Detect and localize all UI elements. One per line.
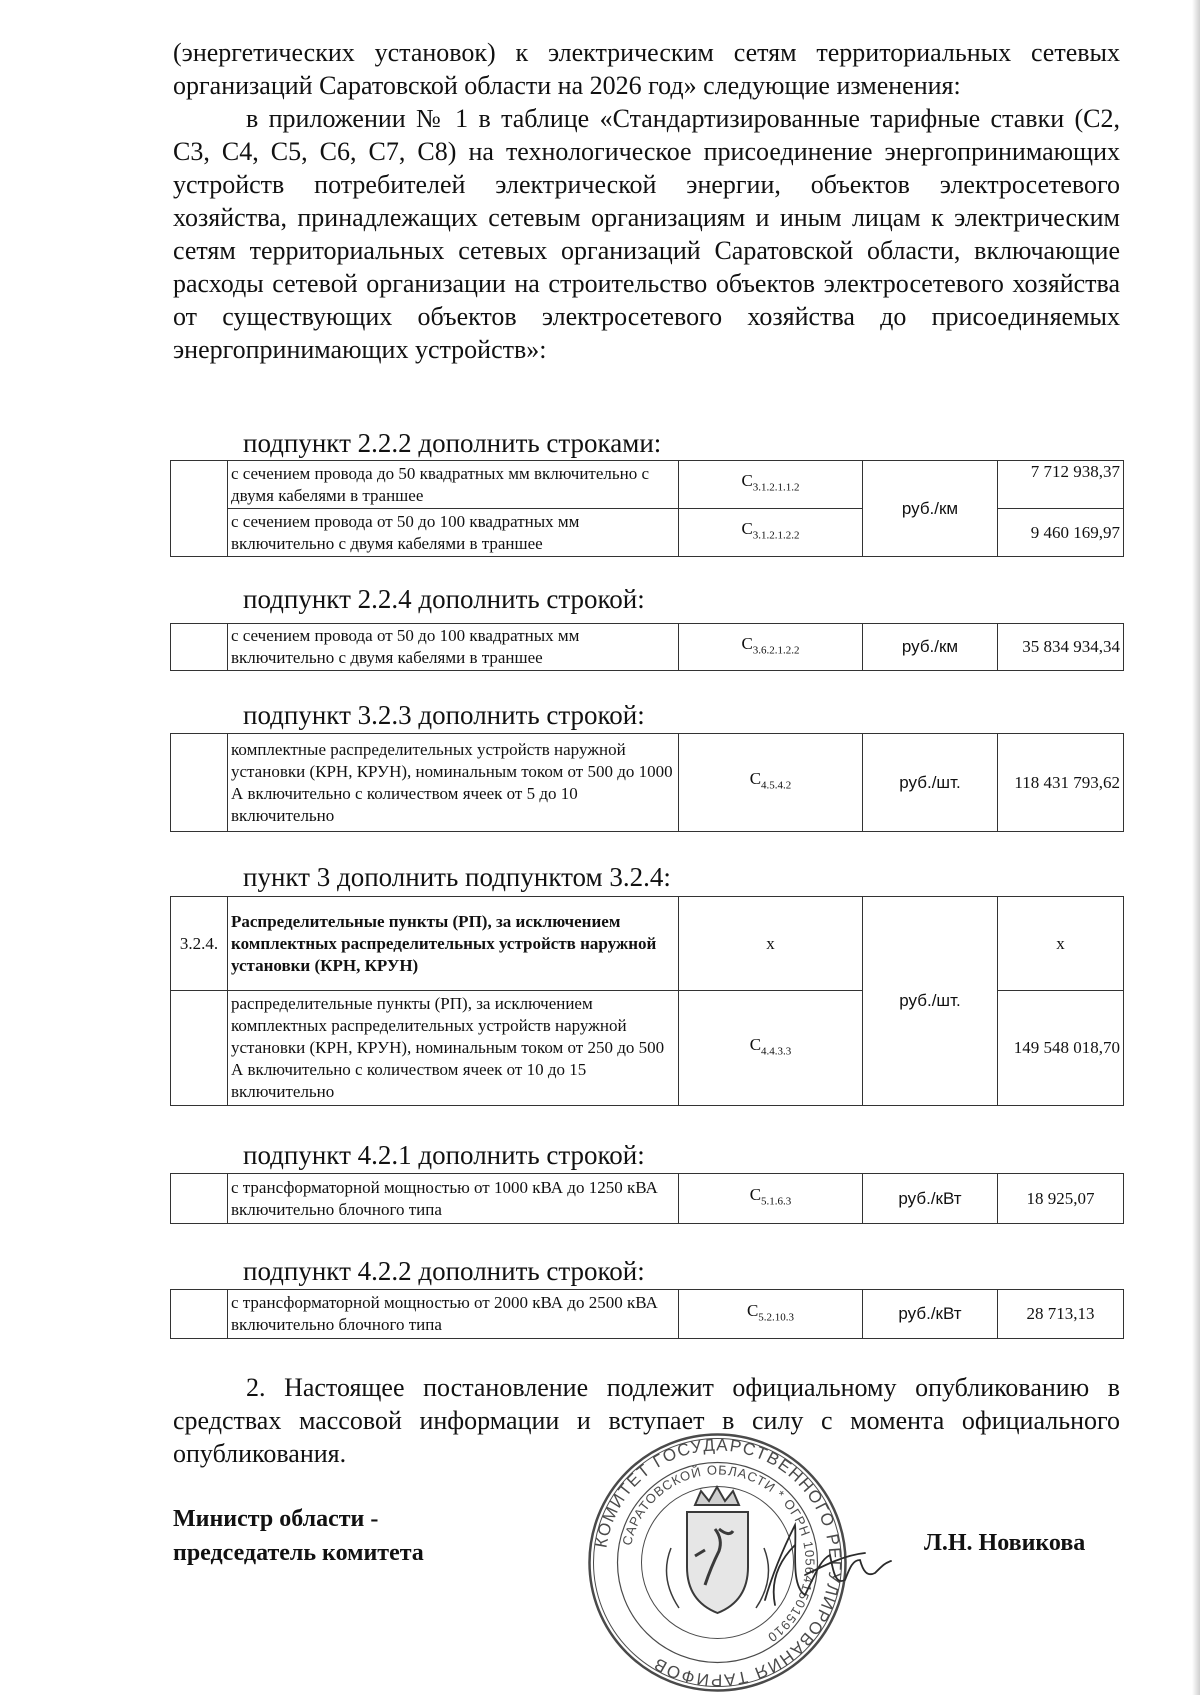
- row-number-cell: [171, 1174, 228, 1224]
- rate-code: $С_{5.1.6.3}$: [679, 1174, 863, 1224]
- table-2-2-4: [170, 623, 1124, 671]
- table-row: [171, 1174, 1124, 1224]
- rate-value: 35 834 934,34: [998, 624, 1124, 671]
- section-heading-4-2-2: подпункт 4.2.2 дополнить строкой:: [243, 1256, 645, 1286]
- rate-code: $С_{3.1.2.1.1.2}$: [679, 461, 863, 509]
- page-edge-shadow: [1192, 0, 1200, 1695]
- row-number-cell: [171, 734, 228, 832]
- table-row: [171, 624, 1124, 671]
- table-3-2-4: [170, 896, 1124, 1106]
- seal-outer-text: КОМИТЕТ ГОСУДАРСТВЕННОГО РЕГУЛИРОВАНИЯ ТАРИФОВ: [591, 1435, 845, 1690]
- section-heading-4-2-1: подпункт 4.2.1 дополнить строкой:: [243, 1140, 645, 1170]
- seal-inner-text: САРАТОВСКОЙ ОБЛАСТИ * ОГРН 1056415015910: [619, 1462, 818, 1646]
- section-heading-3-2-3: подпункт 3.2.3 дополнить строкой:: [243, 700, 645, 730]
- table-3-2-3: [170, 733, 1124, 832]
- table-row: [171, 897, 1124, 991]
- row-description: комплектные распределительных устройств наружной установки (КРН, КРУН), номинальным током от 500 до 1000 А включительно с количеством ячеек от 5 до 10 включительно: [228, 734, 679, 832]
- rate-value: 9 460 169,97: [998, 509, 1124, 557]
- table-2-2-2: [170, 460, 1124, 557]
- section-heading-2-2-4: подпункт 2.2.4 дополнить строкой:: [243, 584, 645, 614]
- row-number-cell: [171, 461, 228, 557]
- table-4-2-1: [170, 1173, 1124, 1224]
- signatory-title-line1: Министр области -: [173, 1506, 379, 1532]
- row-number: 3.2.4.: [171, 897, 228, 991]
- final-paragraph: 2. Настоящее постановление подлежит официальному опубликованию в средствах массовой информации и вступает в силу с момента официального опубликования.: [173, 1373, 1120, 1468]
- rate-code: $С_{5.2.10.3}$: [679, 1290, 863, 1339]
- unit-cell: руб./кВт: [863, 1174, 998, 1224]
- rate-value: 7 712 938,37: [998, 461, 1124, 509]
- table-row: [171, 734, 1124, 832]
- rate-value: х: [998, 897, 1124, 991]
- unit-cell: руб./шт.: [863, 897, 998, 1106]
- rate-value: 149 548 018,70: [998, 991, 1124, 1106]
- signatory-name: Л.Н. Новикова: [924, 1530, 1086, 1556]
- amendment-paragraph: в приложении № 1 в таблице «Стандартизированные тарифные ставки (С2, С3, С4, С5, С6, С7, С8) на технологическое присоединение энергопринимающих устройств потребителей электрической энергии, объектов электросетевого хозяйства, принадлежащих сетевым организациям и иным лицам к электрическим сетям территориальных сетевых организаций Саратовской области, включающие расходы сетевой организации на строительство объектов электросетевого хозяйства от существующих объектов электросетевого хозяйства до присоединяемых энергопринимающих устройств»:: [173, 104, 1120, 364]
- rate-code: $С_{4.5.4.2}$: [679, 734, 863, 832]
- section-heading-3-2-4: пункт 3 дополнить подпунктом 3.2.4:: [243, 862, 671, 892]
- rate-value: 118 431 793,62: [998, 734, 1124, 832]
- signatory-title-line2: председатель комитета: [173, 1540, 424, 1566]
- row-number-cell: [171, 1290, 228, 1339]
- handwritten-signature: [735, 1505, 915, 1625]
- section-heading-2-2-2: подпункт 2.2.2 дополнить строками:: [243, 428, 662, 458]
- row-description: с трансформаторной мощностью от 2000 кВА до 2500 кВА включительно блочного типа: [228, 1290, 679, 1339]
- row-description: с сечением провода от 50 до 100 квадратных мм включительно с двумя кабелями в траншее: [228, 509, 679, 557]
- unit-cell: руб./км: [863, 461, 998, 557]
- rate-value: 18 925,07: [998, 1174, 1124, 1224]
- signatory-title: [173, 1502, 424, 1570]
- rate-code: $С_{3.6.2.1.2.2}$: [679, 624, 863, 671]
- table-row: [171, 461, 1124, 509]
- unit-cell: руб./шт.: [863, 734, 998, 832]
- row-description: с трансформаторной мощностью от 1000 кВА до 1250 кВА включительно блочного типа: [228, 1174, 679, 1224]
- table-row: [171, 1290, 1124, 1339]
- unit-cell: руб./км: [863, 624, 998, 671]
- row-description: Распределительные пункты (РП), за исключением комплектных распределительных устройств наружной установки (КРН, КРУН): [228, 897, 679, 991]
- intro-paragraph: (энергетических установок) к электрическим сетям территориальных сетевых организаций Саратовской области на 2026 год» следующие изменения:: [173, 38, 1120, 100]
- rate-code: $С_{3.1.2.1.2.2}$: [679, 509, 863, 557]
- row-description: с сечением провода от 50 до 100 квадратных мм включительно с двумя кабелями в траншее: [228, 624, 679, 671]
- rate-value: 28 713,13: [998, 1290, 1124, 1339]
- rate-code: $С_{4.4.3.3}$: [679, 991, 863, 1106]
- unit-cell: руб./кВт: [863, 1290, 998, 1339]
- row-description: с сечением провода до 50 квадратных мм включительно с двумя кабелями в траншее: [228, 461, 679, 509]
- rate-code: х: [679, 897, 863, 991]
- row-description: распределительные пункты (РП), за исключением комплектных распределительных устройств наружной установки (КРН, КРУН), номинальным током от 250 до 500 А включительно с количеством ячеек от 10 до 15 включительно: [228, 991, 679, 1106]
- table-4-2-2: [170, 1289, 1124, 1339]
- row-number-cell: [171, 624, 228, 671]
- row-number-cell: [171, 991, 228, 1106]
